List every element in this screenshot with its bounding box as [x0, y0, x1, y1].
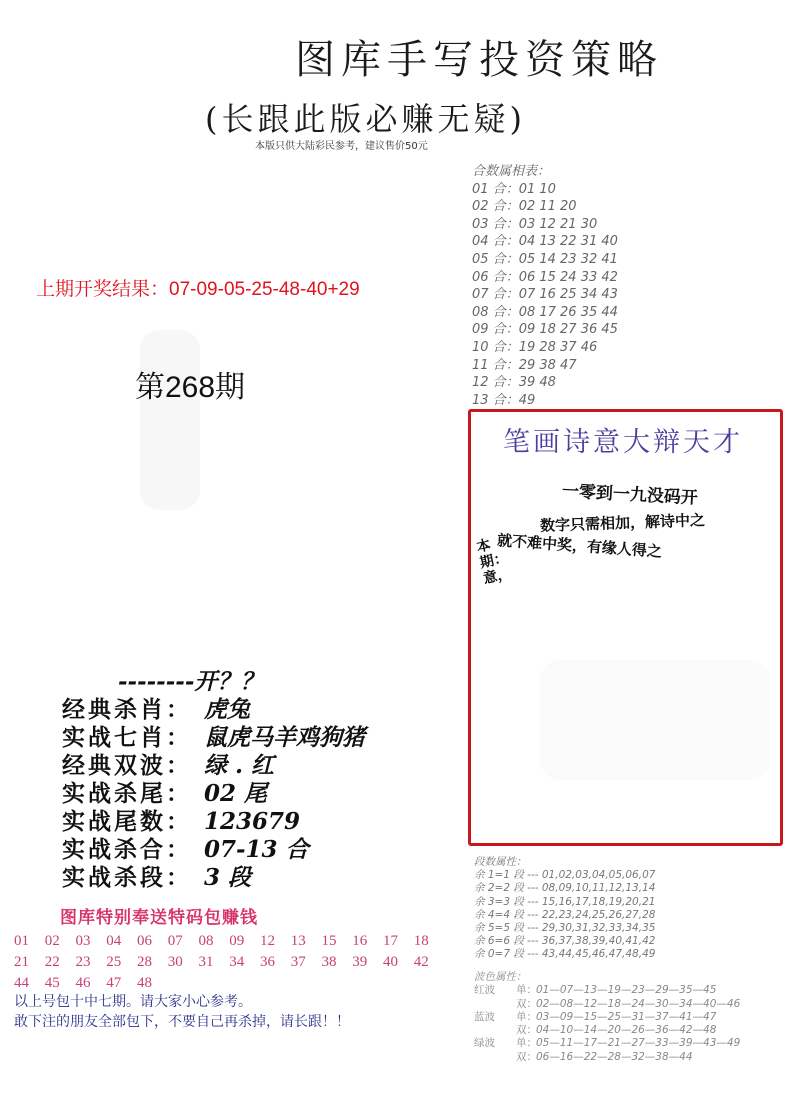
- gift-number: 36: [260, 954, 275, 970]
- he-table-row: 09 合：09 18 27 36 45: [472, 322, 618, 338]
- gift-number: 12: [260, 933, 275, 949]
- gift-number: 25: [106, 954, 122, 970]
- issue-number: 第268期: [135, 371, 246, 404]
- segment-row: 余 0=7 段 --- 43,44,45,46,47,48,49: [474, 948, 656, 961]
- gift-number: 18: [413, 933, 429, 949]
- gift-number: 04: [106, 933, 122, 949]
- footer-note: [14, 993, 350, 1033]
- page-title: 图库手写投资策略: [295, 37, 663, 83]
- gift-number: 13: [290, 933, 306, 949]
- wave-row: 绿波 单：05—11—17—21—27—33—39—43—49: [474, 1037, 741, 1050]
- gift-number: 46: [75, 975, 91, 991]
- segment-row: 余 6=6 段 --- 36,37,38,39,40,41,42: [474, 935, 656, 948]
- prediction-row: 经典双波： 绿 . 红: [62, 752, 275, 779]
- wave-row: 双：06—16—22—28—32—38—44: [516, 1050, 693, 1063]
- wave-row: 双：02—08—12—18—24—30—34—40—46: [516, 997, 741, 1010]
- gift-number: 01: [14, 933, 29, 949]
- gift-number: 39: [352, 954, 368, 970]
- he-table-row: 03 合：03 12 21 30: [472, 216, 598, 232]
- he-table-row: 07 合：07 16 25 34 43: [472, 287, 618, 303]
- gift-number: 03: [75, 933, 91, 949]
- last-draw-result: [36, 274, 360, 301]
- wave-row: 双：04—10—14—20—26—36—42—48: [516, 1024, 717, 1037]
- gift-title: 图库特别奉送特码包赚钱: [60, 908, 258, 928]
- he-table-row: 06 合：06 15 24 33 42: [472, 269, 618, 285]
- prediction-row: 实战杀合： 07-13 合: [62, 836, 309, 863]
- poem-line-1: 一零到一九没码开: [561, 481, 699, 509]
- segment-row: 余 5=5 段 --- 29,30,31,32,33,34,35: [474, 922, 656, 935]
- segment-row: 余 2=2 段 --- 08,09,10,11,12,13,14: [474, 882, 656, 895]
- he-table-row: 13 合：49: [472, 392, 536, 408]
- last-draw-label: 上期开奖结果：: [36, 279, 170, 300]
- gift-number: 38: [321, 954, 337, 970]
- wave-title: 波色属性：: [474, 971, 527, 983]
- gift-number: 44: [14, 975, 29, 991]
- gift-number: 21: [14, 954, 29, 970]
- prediction-row: 实战杀尾： 02 尾: [62, 780, 268, 807]
- gift-number: 40: [383, 954, 398, 970]
- poem-title: 笔画诗意大辩天才: [503, 427, 743, 458]
- last-draw-numbers: 07-09-05-25-48-40+29: [169, 279, 360, 300]
- prediction-row: 实战杀段： 3 段: [62, 864, 252, 891]
- poem-frame: [468, 409, 783, 846]
- he-number-table: [472, 163, 618, 409]
- he-table-row: 08 合：08 17 26 35 44: [472, 304, 618, 320]
- gift-number: 37: [290, 954, 306, 970]
- gift-number: 47: [106, 975, 122, 991]
- wave-row: 蓝波 单：03—09—15—25—31—37—41—47: [474, 1010, 717, 1023]
- gift-number: 06: [137, 933, 152, 949]
- gift-number: 23: [75, 954, 91, 970]
- prediction-row: 实战尾数： 123679: [62, 808, 301, 835]
- segment-row: 余 1=1 段 --- 01,02,03,04,05,06,07: [474, 869, 656, 882]
- poem-line-2: 数字只需相加，解诗中之: [539, 511, 706, 535]
- gift-number: 17: [383, 933, 398, 949]
- wave-row: 红波 单：01—07—13—19—23—29—35—45: [474, 984, 717, 997]
- prediction-row: 实战七肖： 鼠虎马羊鸡狗猪: [62, 724, 365, 751]
- gift-number: 16: [352, 933, 368, 949]
- gift-number: 45: [44, 975, 60, 991]
- segment-row: 余 3=3 段 --- 15,16,17,18,19,20,21: [474, 895, 656, 908]
- gift-number: 31: [198, 954, 214, 970]
- scan-smudge: [140, 330, 200, 510]
- he-table-row: 04 合：04 13 22 31 40: [472, 234, 618, 250]
- gift-number: 02: [44, 933, 60, 949]
- gift-number: 08: [198, 933, 214, 949]
- gift-number: 48: [137, 975, 152, 991]
- poem-label: 本期：意，: [475, 537, 513, 588]
- poem-line-3: 就不难中奖，有缘人得之: [496, 531, 663, 561]
- gift-number: 30: [167, 954, 183, 970]
- he-table-row: 10 合：19 28 37 46: [472, 339, 598, 355]
- he-table-title: 合数属相表：: [472, 164, 551, 179]
- gift-number: 09: [229, 933, 245, 949]
- footer-line-1: 以上号包十中七期。请大家小心参考。: [14, 995, 252, 1010]
- gift-number: 34: [229, 954, 245, 970]
- gift-number: 15: [321, 933, 337, 949]
- price-notice: 本版只供大陆彩民参考，建议售价50元: [255, 141, 428, 152]
- he-table-row: 12 合：39 48: [472, 375, 556, 391]
- gift-number-list: [14, 931, 444, 994]
- wave-color-table: [474, 971, 740, 1064]
- segment-title: 段数属性：: [474, 856, 527, 868]
- page-subtitle: (长跟此版必赚无疑): [205, 100, 526, 138]
- segment-table: [474, 856, 655, 962]
- footer-line-2: 敢下注的朋友全部包下，不要自己再杀掉，请长跟！！: [14, 1015, 350, 1030]
- gift-number: 28: [137, 954, 152, 970]
- prediction-row: 经典杀肖： 虎兔: [62, 696, 250, 723]
- prediction-open: --------开？？: [118, 668, 264, 695]
- segment-row: 余 4=4 段 --- 22,23,24,25,26,27,28: [474, 908, 656, 921]
- gift-number: 42: [413, 954, 429, 970]
- gift-number: 22: [44, 954, 60, 970]
- he-table-row: 05 合：05 14 23 32 41: [472, 251, 618, 267]
- he-table-row: 11 合：29 38 47: [472, 357, 577, 373]
- he-table-row: 02 合：02 11 20: [472, 199, 577, 215]
- gift-number: 07: [167, 933, 183, 949]
- he-table-row: 01 合：01 10: [472, 181, 556, 197]
- prediction-list: [62, 668, 365, 892]
